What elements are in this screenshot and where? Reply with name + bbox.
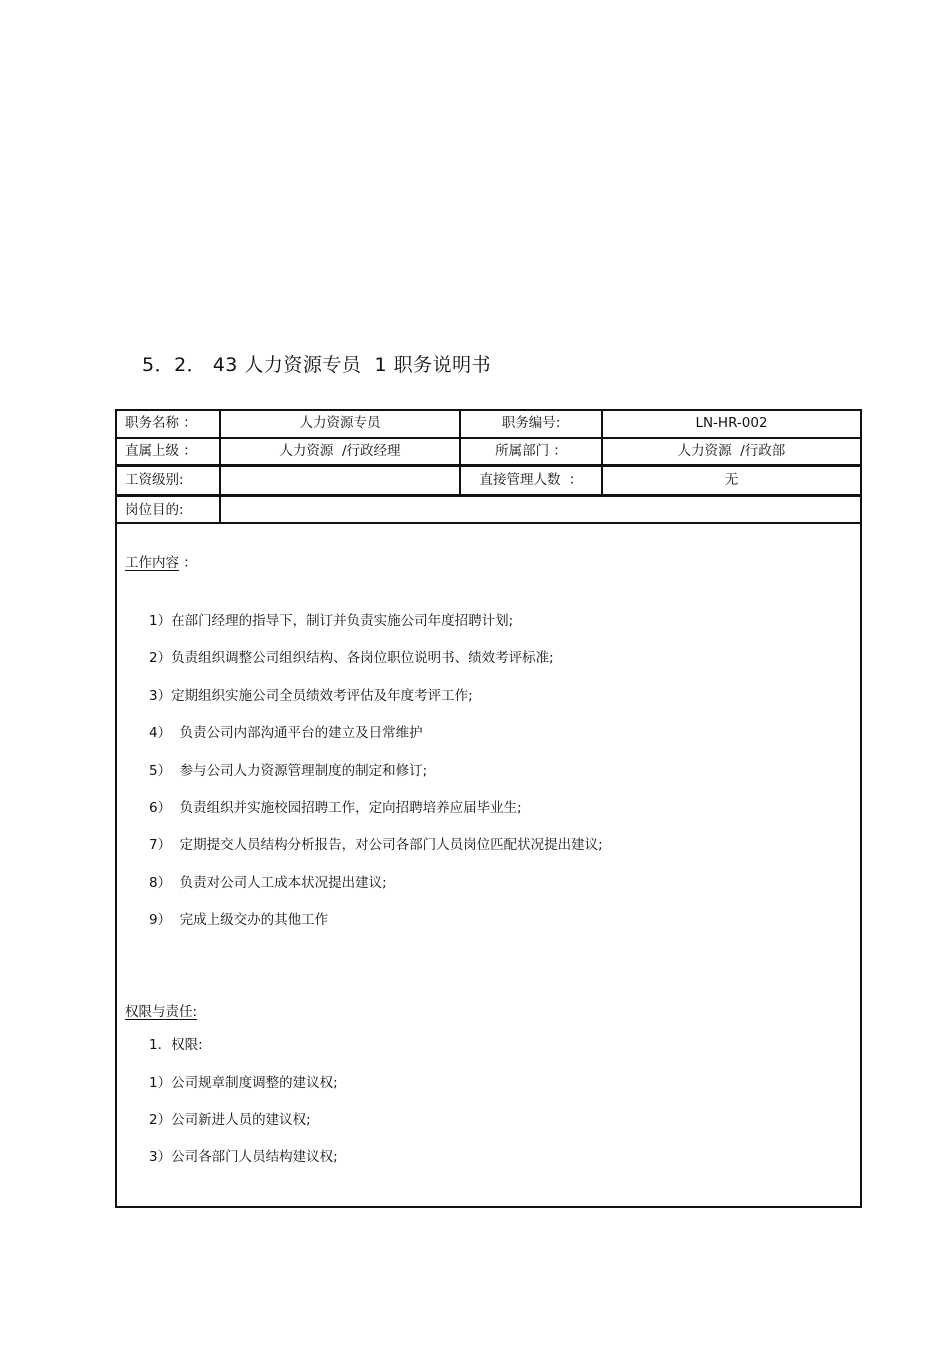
supervisor-label: 直属上级 ：	[117, 439, 221, 464]
job-description-table	[115, 409, 862, 1208]
salary-grade-label: 工资级别:	[117, 467, 221, 494]
list-item: 8） 负责对公司人工成本状况提出建议;	[149, 875, 387, 891]
supervisor-value: 人力资源 /行政经理	[221, 439, 461, 464]
work-content-heading	[125, 551, 197, 571]
list-item: 3）定期组织实施公司全员绩效考评估及年度考评工作;	[149, 688, 473, 704]
direct-reports-value: 无	[724, 472, 739, 488]
document-title: 5．2． 43 人力资源专员 1 职务说明书	[142, 354, 492, 376]
table-row	[117, 411, 860, 439]
work-content-colon: ：	[179, 555, 197, 571]
table-row	[117, 466, 860, 496]
list-item: 7） 定期提交人员结构分析报告，对公司各部门人员岗位匹配状况提出建议;	[149, 837, 603, 853]
position-purpose-label: 岗位目的:	[117, 497, 221, 522]
list-item: 6） 负责组织并实施校园招聘工作，定向招聘培养应届毕业生;	[149, 800, 522, 816]
position-purpose-value	[221, 497, 860, 522]
list-item: 1）公司规章制度调整的建议权;	[149, 1075, 338, 1091]
authority-sub-heading: 1．权限:	[149, 1037, 203, 1053]
job-title-label: 职务名称 ：	[117, 411, 221, 437]
job-number-label: 职务编号:	[461, 411, 603, 437]
authority-label: 权限与责任:	[125, 1004, 198, 1020]
list-item: 3）公司各部门人员结构建议权;	[149, 1149, 338, 1165]
list-item: 1）在部门经理的指导下，制订并负责实施公司年度招聘计划;	[149, 613, 514, 629]
list-item: 9） 完成上级交办的其他工作	[149, 912, 329, 928]
table-row	[117, 439, 860, 466]
department-label: 所属部门 ：	[461, 439, 603, 464]
salary-grade-value	[221, 467, 461, 494]
table-row	[117, 496, 860, 524]
list-item: 4） 负责公司内部沟通平台的建立及日常维护	[149, 725, 423, 741]
list-item: 2）负责组织调整公司组织结构、各岗位职位说明书、绩效考评标准;	[149, 650, 554, 666]
work-content-label: 工作内容	[125, 555, 179, 571]
department-value: 人力资源 /行政部	[677, 443, 786, 459]
authority-heading	[125, 1000, 197, 1020]
job-number-value: LN-HR-002	[695, 415, 768, 431]
direct-reports-label: 直接管理人数 ：	[461, 467, 603, 494]
job-title-value: 人力资源专员	[221, 411, 461, 437]
list-item: 2）公司新进人员的建议权;	[149, 1112, 311, 1128]
list-item: 5） 参与公司人力资源管理制度的制定和修订;	[149, 763, 428, 779]
